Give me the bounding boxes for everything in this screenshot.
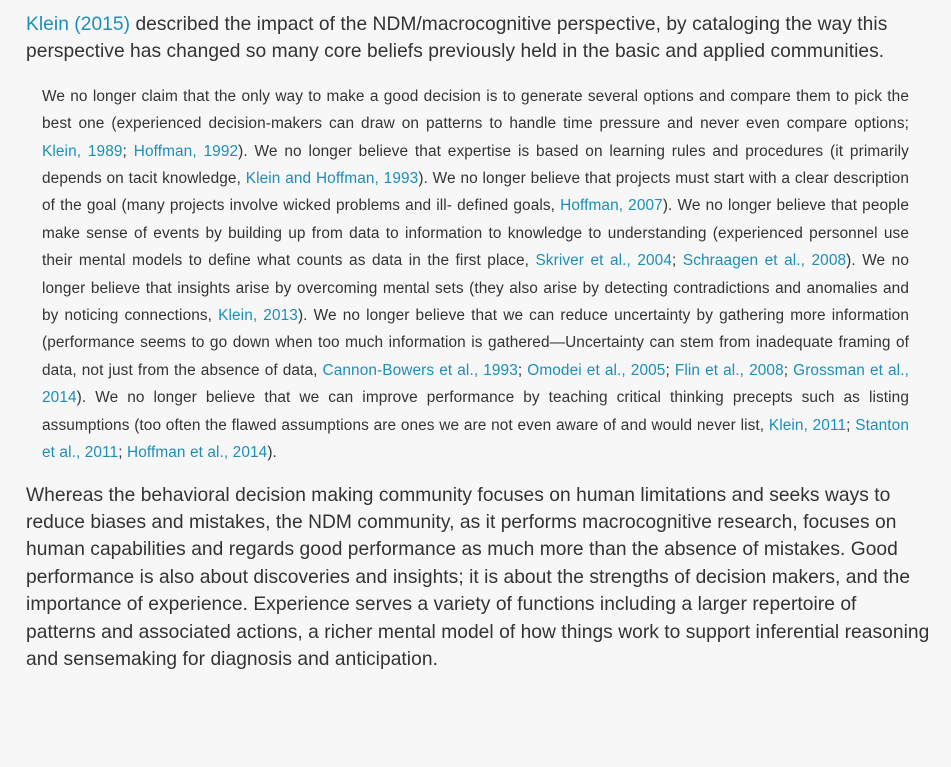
text-segment: ). bbox=[267, 444, 277, 462]
citation-link[interactable]: Schraagen et al., 2008 bbox=[682, 252, 847, 270]
intro-paragraph bbox=[26, 0, 931, 66]
citation-link[interactable]: Stanton et al., 2011 bbox=[42, 416, 909, 462]
text-segment: ). We no longer believe that people make sense of events by building up from data to information to knowledge to understanding (experienced personnel use their mental models to define what counts as data in the first place, bbox=[42, 197, 909, 270]
text-segment: ). We no longer believe that insights arise by overcoming mental sets (they also arise by detecting contradictions and anomalies and by noticing connections, bbox=[42, 252, 909, 325]
text-segment: ; bbox=[118, 444, 127, 462]
text-segment: ). We no longer believe that we can reduce uncertainty by gathering more information (performance seems to go down when too much information is gathered—Uncertainty can stem from inadequate framing of data, not just from the absence of data, bbox=[42, 307, 909, 379]
text-segment: ; bbox=[122, 142, 134, 160]
text-segment: ; bbox=[846, 416, 856, 434]
text-segment: described the impact of the NDM/macrocognitive perspective, by cataloging the way this perspective has changed so many core beliefs previously held in the basic and applied communities. bbox=[26, 14, 888, 63]
text-segment: ). We no longer believe that we can improve performance by teaching critical thinking precepts such as listing assumptions (too often the flawed assumptions are ones we are not even aware of and would never list, bbox=[42, 389, 909, 434]
citation-link[interactable]: Hoffman et al., 2014 bbox=[126, 444, 268, 462]
text-segment: ; bbox=[672, 252, 683, 270]
text-segment: ; bbox=[665, 361, 675, 379]
citation-link[interactable]: Klein and Hoffman, 1993 bbox=[245, 170, 419, 188]
closing-paragraph bbox=[26, 482, 931, 674]
citation-link[interactable]: Klein, 1989 bbox=[42, 142, 123, 160]
citation-link[interactable]: Skriver et al., 2004 bbox=[535, 252, 672, 270]
citation-link[interactable]: Omodei et al., 2005 bbox=[527, 361, 666, 379]
citation-link[interactable]: Hoffman, 1992 bbox=[133, 142, 239, 160]
citation-link[interactable]: Klein, 2011 bbox=[768, 416, 847, 434]
citation-link[interactable]: Klein (2015) bbox=[26, 14, 131, 35]
text-segment: ; bbox=[783, 361, 794, 379]
citation-link[interactable]: Flin et al., 2008 bbox=[674, 361, 784, 379]
text-segment: Whereas the behavioral decision making community focuses on human limitations and seeks ways to reduce biases and mistakes, the NDM community, as it performs macrocognitive research, focuses on human capabilities and regards good performance as much more than the absence of mistakes. Good performance is also about discoveries and insights; it is about the strengths of decision makers, and the importance of experience. Experience serves a variety of functions including a larger repertoire of patterns and associated actions, a richer mental model of how things work to support inferential reasoning and sensemaking for diagnosis and anticipation. bbox=[26, 484, 930, 670]
block-quote bbox=[42, 83, 909, 467]
citation-link[interactable]: Hoffman, 2007 bbox=[560, 197, 663, 215]
text-segment: We no longer claim that the only way to make a good decision is to generate several options and compare them to pick the best one (experienced decision-makers can draw on patterns to handle time pressure and never even compare options; bbox=[42, 87, 909, 133]
citation-link[interactable]: Grossman et al., 2014 bbox=[42, 361, 909, 407]
text-segment: ). We no longer believe that expertise is based on learning rules and procedures (it primarily depends on tacit knowledge, bbox=[42, 142, 909, 188]
citation-link[interactable]: Klein, 2013 bbox=[218, 307, 298, 325]
citation-link[interactable]: Cannon-Bowers et al., 1993 bbox=[322, 361, 518, 379]
text-segment: ). We no longer believe that projects must start with a clear description of the goal (many projects involve wicked problems and ill- defined goals, bbox=[42, 170, 909, 215]
text-segment: ; bbox=[517, 361, 528, 379]
